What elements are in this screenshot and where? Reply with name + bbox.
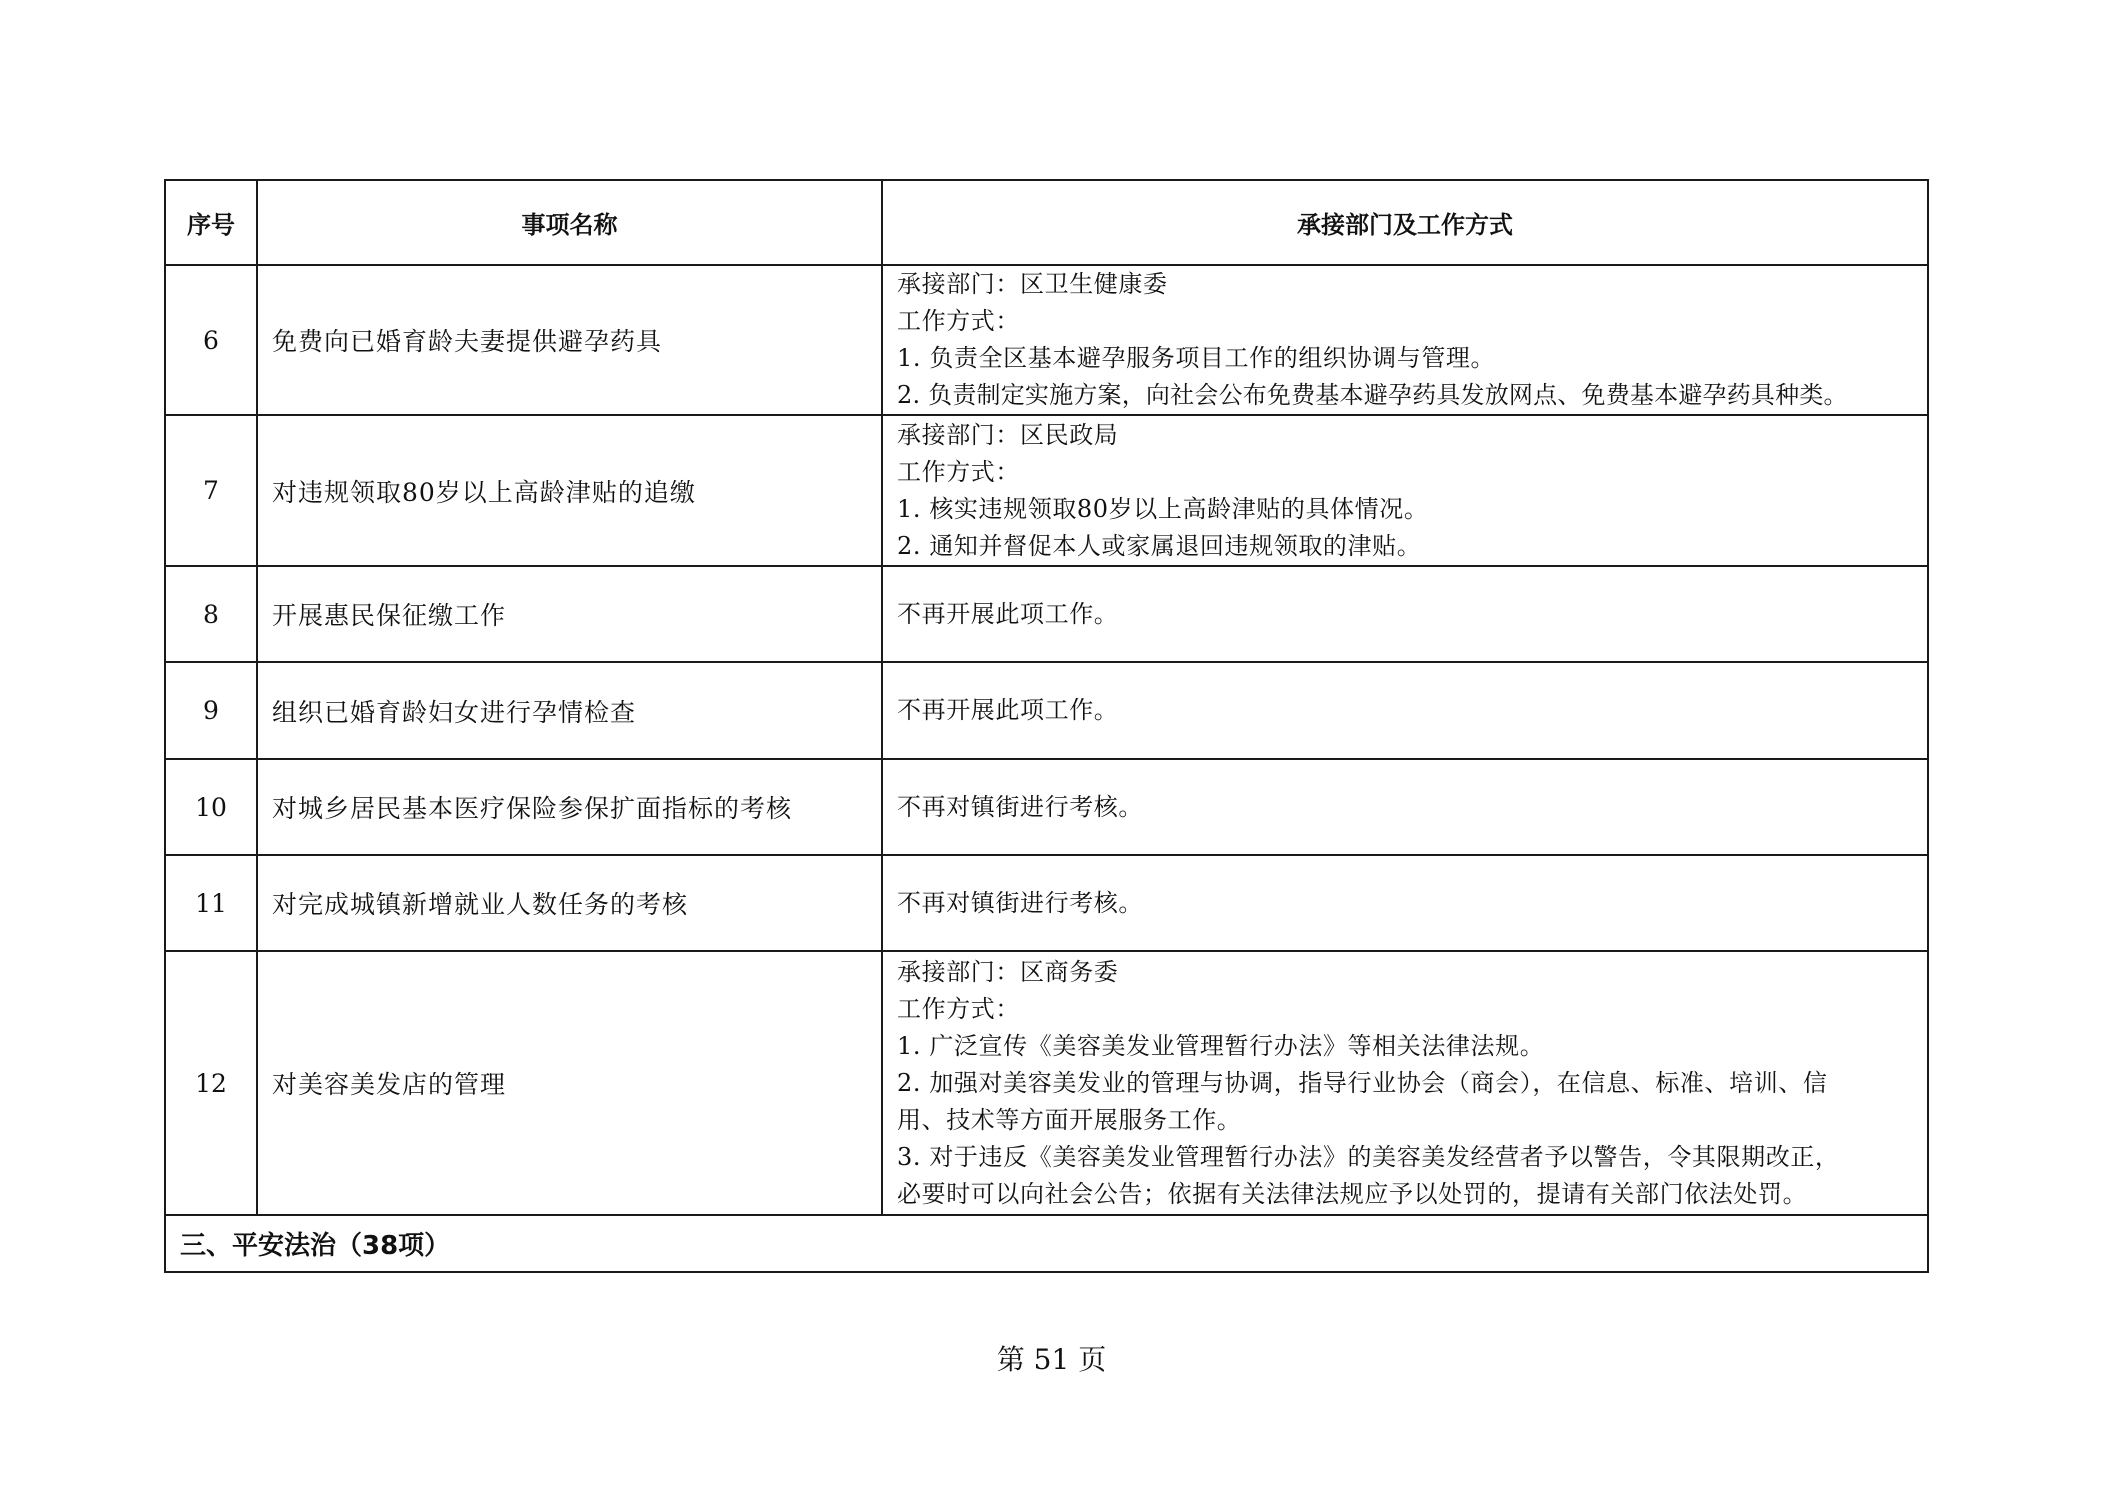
dept-line: 必要时可以向社会公告；依据有关法律法规应予以处罚的，提请有关部门依法处罚。 [897,1179,1808,1208]
matters-table [164,179,1929,1273]
dept-line: 1. 核实违规领取80岁以上高龄津贴的具体情况。 [897,494,1429,523]
row-number: 7 [165,415,257,566]
table-row [165,566,1928,662]
department-method [882,759,1928,855]
dept-line: 承接部门：区民政局 [897,420,1119,449]
department-method [882,662,1928,759]
dept-line: 1. 广泛宣传《美容美发业管理暂行办法》等相关法律法规。 [897,1031,1545,1060]
dept-line: 2. 通知并督促本人或家属退回违规领取的津贴。 [897,531,1422,560]
dept-line: 不再开展此项工作。 [897,599,1119,628]
dept-line: 承接部门：区卫生健康委 [897,270,1168,298]
dept-line: 2. 加强对美容美发业的管理与协调，指导行业协会（商会），在信息、标准、培训、信 [897,1068,1828,1097]
dept-line: 不再对镇街进行考核。 [897,888,1143,917]
row-number: 8 [165,566,257,662]
dept-line: 工作方式： [897,307,1020,335]
row-number: 12 [165,951,257,1215]
item-name: 对违规领取80岁以上高龄津贴的追缴 [257,415,882,566]
dept-line: 工作方式： [897,457,1020,486]
table-row [165,855,1928,951]
table-row [165,759,1928,855]
dept-line: 用、技术等方面开展服务工作。 [897,1105,1242,1134]
dept-line: 不再对镇街进行考核。 [897,792,1143,821]
item-name: 对美容美发店的管理 [257,951,882,1215]
header-item-name: 事项名称 [257,180,882,265]
header-serial-number: 序号 [165,180,257,265]
dept-line: 承接部门：区商务委 [897,957,1119,986]
header-department-method: 承接部门及工作方式 [882,180,1928,265]
table-header-row [165,180,1928,265]
dept-line: 3. 对于违反《美容美发业管理暂行办法》的美容美发经营者予以警告，令其限期改正， [897,1142,1840,1171]
dept-line: 2. 负责制定实施方案，向社会公布免费基本避孕药具发放网点、免费基本避孕药具种类。 [897,381,1848,409]
dept-line: 1. 负责全区基本避孕服务项目工作的组织协调与管理。 [897,344,1496,372]
department-method [882,566,1928,662]
item-name: 免费向已婚育龄夫妻提供避孕药具 [257,265,882,415]
table-row [165,951,1928,1215]
department-method [882,265,1928,415]
row-number: 11 [165,855,257,951]
item-name: 组织已婚育龄妇女进行孕情检查 [257,662,882,759]
row-number: 10 [165,759,257,855]
item-name: 对城乡居民基本医疗保险参保扩面指标的考核 [257,759,882,855]
row-number: 6 [165,265,257,415]
department-method [882,855,1928,951]
section-heading-row [165,1215,1928,1272]
dept-line: 工作方式： [897,994,1020,1023]
department-method [882,951,1928,1215]
item-name: 对完成城镇新增就业人数任务的考核 [257,855,882,951]
table-row [165,415,1928,566]
section-heading: 三、平安法治（38项） [165,1215,1928,1272]
page-number: 第 51 页 [996,1343,1107,1376]
item-name: 开展惠民保征缴工作 [257,566,882,662]
row-number: 9 [165,662,257,759]
table-row [165,265,1928,415]
department-method [882,415,1928,566]
dept-line: 不再开展此项工作。 [897,696,1119,724]
table-row [165,662,1928,759]
